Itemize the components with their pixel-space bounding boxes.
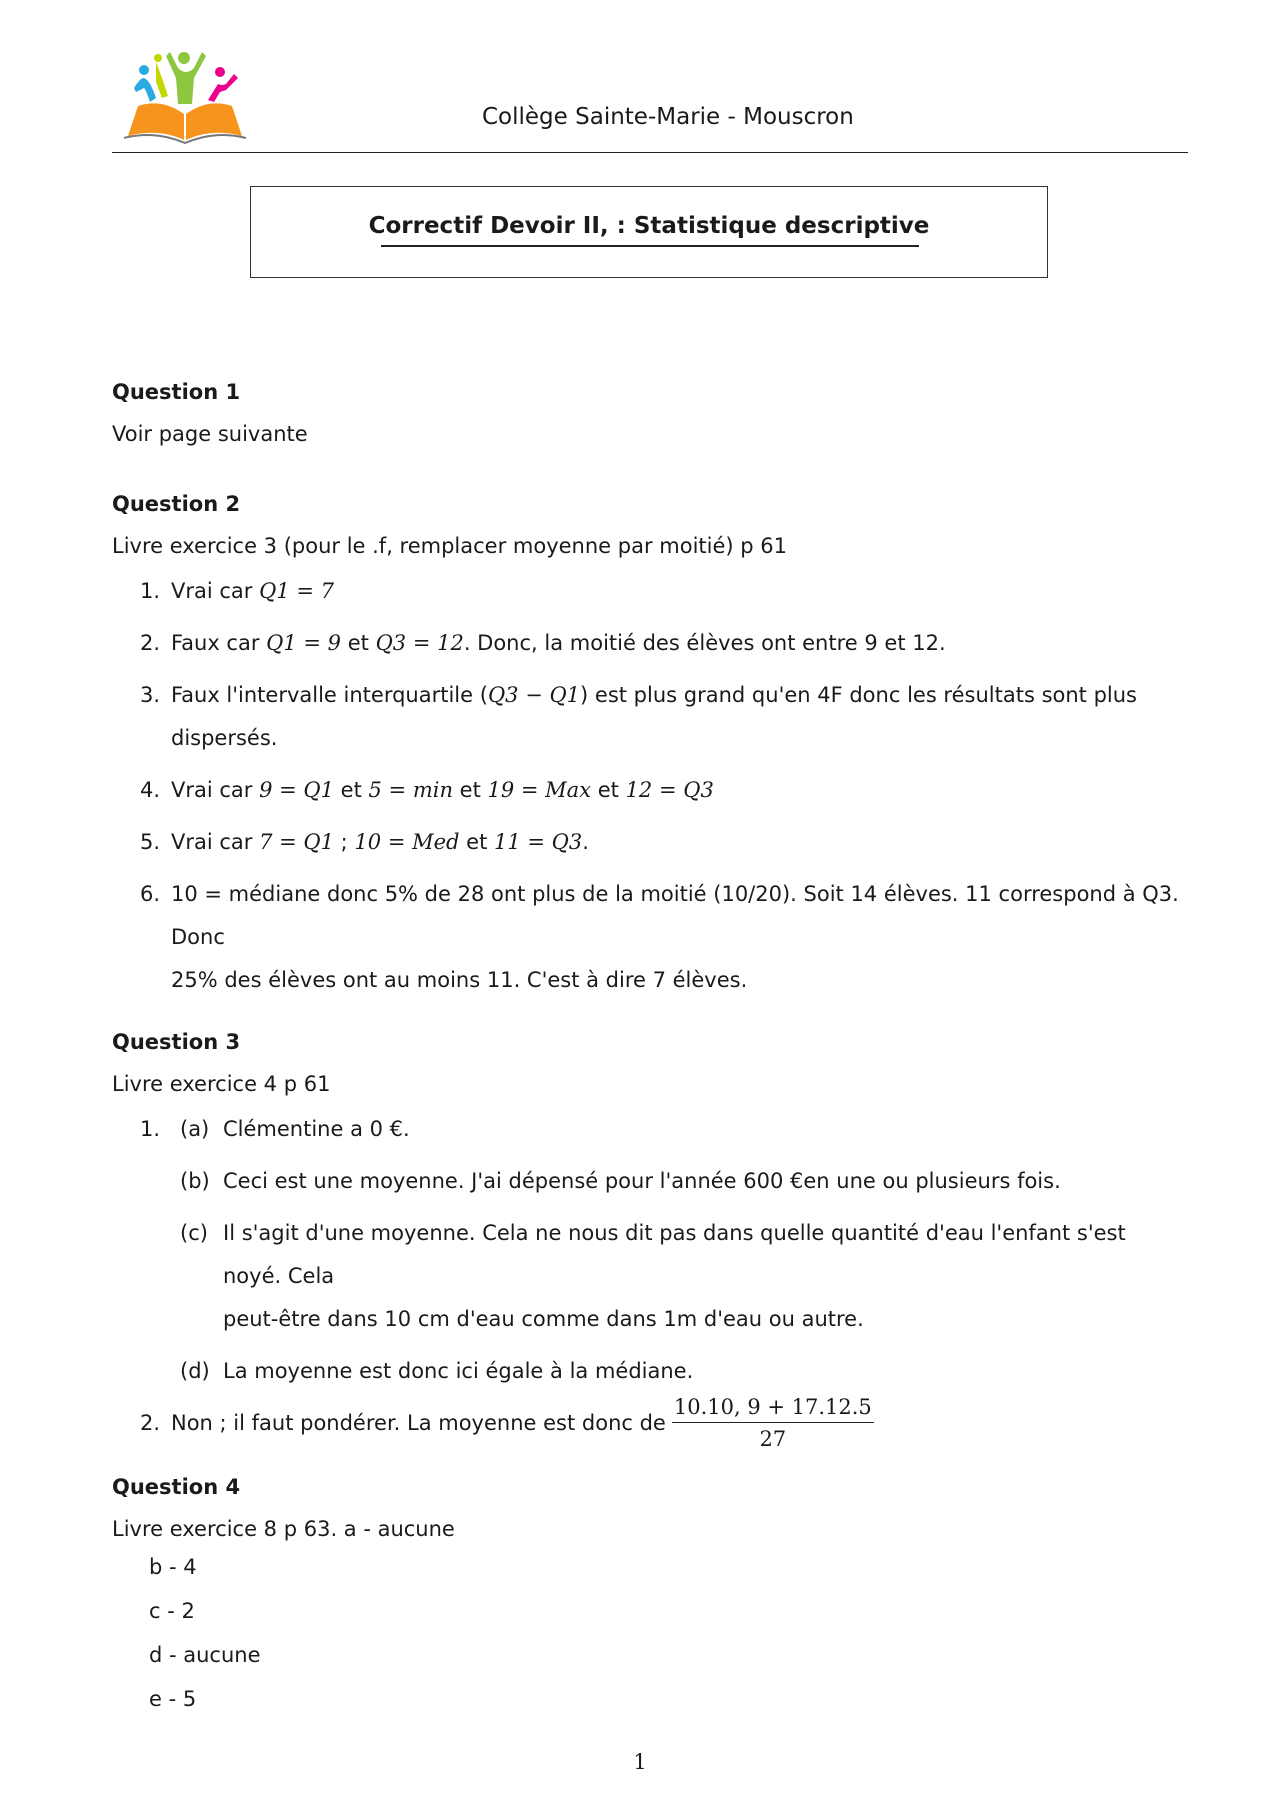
school-logo (122, 48, 248, 144)
title-box (250, 186, 1048, 278)
list-item (112, 1160, 1188, 1203)
item-text: Vrai car (171, 579, 260, 603)
school-name: Collège Sainte-Marie - Mouscron (482, 104, 854, 130)
math-expression: 9 = Q1 (259, 778, 334, 802)
item-number: 3. (140, 683, 161, 707)
question-4-list (112, 1545, 1188, 1721)
list-item: d - aucune (149, 1643, 261, 1667)
item-text: Vrai car (171, 778, 260, 802)
list-item (112, 1393, 1188, 1453)
math-expression: 19 = Max (487, 778, 592, 802)
list-item (112, 1108, 1188, 1151)
list-item (112, 570, 1188, 613)
item-text: Faux l'intervalle interquartile ( (171, 683, 488, 707)
item-text: Ceci est une moyenne. J'ai dépensé pour l'année 600 €en une ou plusieurs fois. (223, 1169, 1061, 1193)
logo-figure-green-head (178, 52, 190, 64)
item-number: 1. (140, 1117, 161, 1141)
question-4-intro: Livre exercice 8 p 63. a - aucune (112, 1517, 455, 1541)
question-3-heading: Question 3 (112, 1030, 241, 1054)
item-text: et (341, 631, 376, 655)
item-number: 1. (140, 579, 161, 603)
header-rule (112, 152, 1188, 153)
question-3-intro: Livre exercice 4 p 61 (112, 1072, 331, 1096)
item-text: . Donc, la moitié des élèves ont entre 9 et 12. (463, 631, 946, 655)
list-item (112, 1212, 1188, 1341)
item-text: 25% des élèves ont au moins 11. C'est à dire 7 élèves. (171, 968, 748, 992)
sub-item-label: (c) (180, 1221, 208, 1245)
item-text: . (582, 830, 589, 854)
list-item: c - 2 (149, 1599, 195, 1623)
list-item (112, 873, 1188, 1002)
list-item: e - 5 (149, 1687, 197, 1711)
math-expression: Q3 − Q1 (487, 683, 581, 707)
question-2-intro: Livre exercice 3 (pour le .f, remplacer moyenne par moitié) p 61 (112, 534, 788, 558)
item-text: ; (334, 830, 355, 854)
title-underline (381, 245, 919, 247)
item-text: peut-être dans 10 cm d'eau comme dans 1m d'eau ou autre. (223, 1307, 864, 1331)
item-text: ) est plus grand qu'en 4F donc les résultats sont plus dispersés. (171, 683, 1137, 750)
list-item: b - 4 (149, 1555, 197, 1579)
content (112, 380, 1188, 1721)
item-text: Clémentine a 0 €. (223, 1117, 410, 1141)
item-number: 2. (140, 631, 161, 655)
item-number: 4. (140, 778, 161, 802)
question-1-heading: Question 1 (112, 380, 241, 404)
list-item (112, 821, 1188, 864)
item-text: Il s'agit d'une moyenne. Cela ne nous dit pas dans quelle quantité d'eau l'enfant s'est noyé. Cela (223, 1221, 1126, 1288)
item-text: et (334, 778, 369, 802)
fraction-denominator: 27 (759, 1427, 787, 1451)
math-expression: Q1 = 7 (259, 579, 334, 603)
logo-figure-pink-head (215, 67, 225, 77)
math-expression: Q3 = 12 (375, 631, 464, 655)
list-item (112, 769, 1188, 812)
item-text: Non ; il faut pondérer. La moyenne est donc de (171, 1411, 666, 1435)
fraction-numerator: 10.10, 9 + 17.12.5 (672, 1395, 874, 1423)
item-text: et (452, 778, 488, 802)
math-expression: 7 = Q1 (259, 830, 334, 854)
item-text: Faux car (171, 631, 267, 655)
sub-item-label: (a) (180, 1117, 210, 1141)
item-text: 10 = médiane donc 5% de 28 ont plus de la moitié (10/20). Soit 14 élèves. 11 correspond à Q3. Donc (171, 882, 1179, 949)
item-text: La moyenne est donc ici égale à la médiane. (223, 1359, 694, 1383)
sub-item-label: (d) (180, 1359, 210, 1383)
item-number: 5. (140, 830, 161, 854)
math-expression: 10 = Med (354, 830, 460, 854)
page-number: 1 (633, 1750, 647, 1774)
question-3-list (112, 1108, 1188, 1453)
question-4-heading: Question 4 (112, 1475, 241, 1499)
item-number: 2. (140, 1411, 161, 1435)
list-item (112, 622, 1188, 665)
item-text: Vrai car (171, 830, 260, 854)
item-number: 6. (140, 882, 161, 906)
item-text: et (459, 830, 494, 854)
math-expression: 11 = Q3 (494, 830, 583, 854)
sub-item-label: (b) (180, 1169, 210, 1193)
math-expression: 5 = min (368, 778, 453, 802)
item-text: et (591, 778, 626, 802)
question-1-text: Voir page suivante (112, 422, 308, 446)
list-item (112, 674, 1188, 760)
math-expression: Q1 = 9 (266, 631, 342, 655)
document-title: Correctif Devoir II, : Statistique descriptive (368, 213, 930, 239)
question-2-list (112, 570, 1188, 1002)
fraction (672, 1395, 874, 1451)
logo-figure-blue-head (139, 65, 149, 75)
list-item (112, 1350, 1188, 1393)
math-expression: 12 = Q3 (625, 778, 714, 802)
question-2-heading: Question 2 (112, 492, 241, 516)
